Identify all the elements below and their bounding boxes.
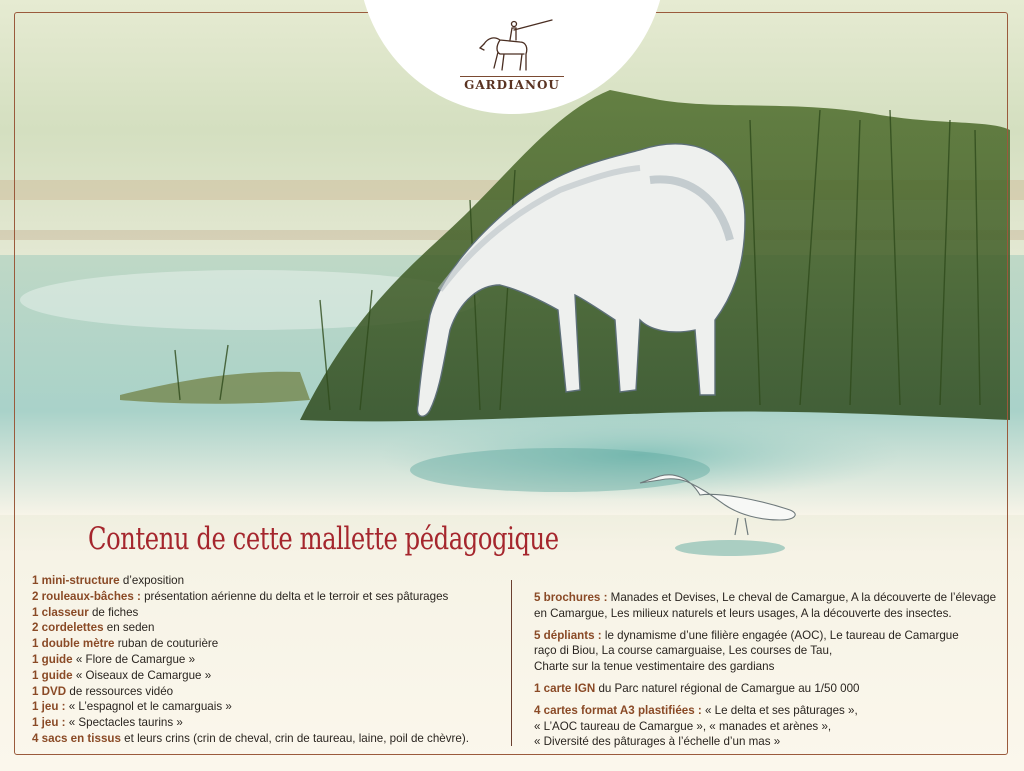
list-item: 1 classeur de fiches <box>32 605 139 619</box>
logo-wordmark: GARDIANOU <box>460 76 564 92</box>
list-item: 2 rouleaux-bâches : présentation aérienne du delta et le terroir et ses pâturages <box>32 589 449 603</box>
list-item: 1 carte IGN du Parc naturel régional de Camargue au 1/50 000 <box>534 681 860 695</box>
list-item: 1 jeu : « L’espagnol et le camarguais » <box>32 700 232 714</box>
list-item: 1 double mètre ruban de couturière <box>32 637 219 651</box>
rider-horse-logo-icon <box>474 18 554 76</box>
list-item: 4 sacs en tissus et leurs crins (crin de cheval, crin de taureau, laine, poil de chèvre). <box>32 731 469 745</box>
list-item: 5 brochures : Manades et Devises, Le cheval de Camargue, A la découverte de l’élevage en Camargue, Les milieux naturels et leurs usages, A la découverte des insectes. <box>534 591 997 620</box>
contents-list-left <box>32 573 502 747</box>
list-item: 2 cordelettes en seden <box>32 621 155 635</box>
list-item: 1 mini-structure d’exposition <box>32 574 185 587</box>
list-item: 1 DVD de ressources vidéo <box>32 684 174 698</box>
list-item: 1 guide « Flore de Camargue » <box>32 652 196 666</box>
column-divider <box>511 580 512 746</box>
list-item: 1 jeu : « Spectacles taurins » <box>32 716 183 730</box>
contents-list-right <box>534 590 1004 756</box>
list-item: 4 cartes format A3 plastifiées : « Le delta et ses pâturages », « L’AOC taureau de Camargue », « manades et arènes », « Diversité des pâturages à l’échelle d’un mas » <box>534 703 858 749</box>
list-item: 1 guide « Oiseaux de Camargue » <box>32 668 212 682</box>
list-item: 5 dépliants : le dynamisme d’une filière engagée (AOC), Le taureau de Camargue raço di Biou, La course camarguaise, Les courses de Tau, Charte sur la tenue vestimentaire des gardians <box>534 628 959 674</box>
page-title: Contenu de cette mallette pédagogique <box>88 521 559 557</box>
